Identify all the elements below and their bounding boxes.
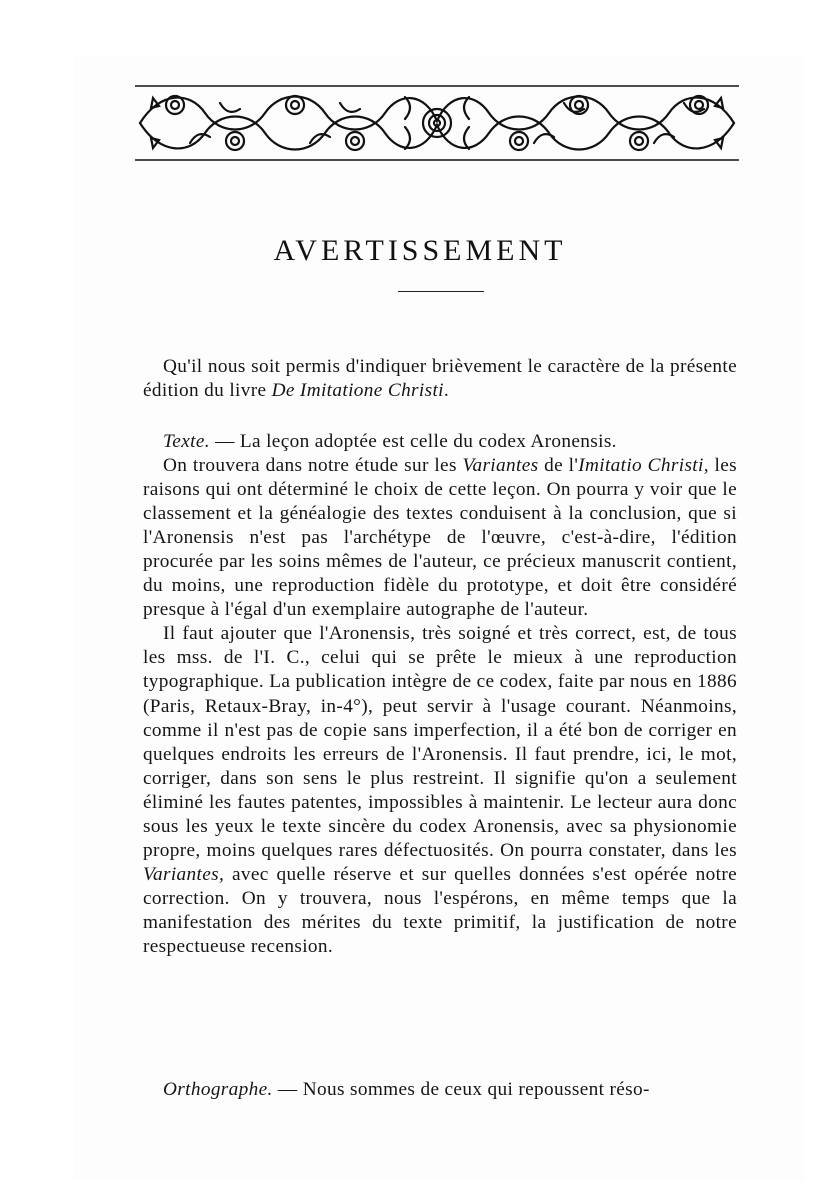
texte-lead-paragraph	[143, 430, 737, 454]
orthographe-heading: Orthographe.	[163, 1079, 273, 1100]
imitatio-title: Imitatio Christi,	[578, 455, 709, 477]
page-title: AVERTISSEMENT	[273, 234, 567, 267]
texte-section	[143, 430, 737, 959]
orthographe-dash: —	[272, 1079, 303, 1100]
texte-s1-c: les raisons qui ont déterminé le choix de cette leçon. On pourra y voir que le classement et la généalogie des textes conduisent à la conclusion, que si l'Aronensis n'est pas l'archétype de l'œuvre, c'est-à-dire, l'édition procurée par les soins mêmes de l'auteur, ce précieux manuscrit contient, du moins, une reproduction fidèle du prototype, et doit être considéré presque à l'égal d'un exemplaire autographe de l'auteur.	[143, 455, 737, 621]
texte-s1-a: On trouvera dans notre étude sur les	[163, 455, 463, 477]
intro-end: .	[443, 380, 450, 402]
orthographe-section	[143, 1078, 737, 1102]
texte-paragraph-2	[143, 622, 737, 959]
texte-dash: —	[209, 431, 240, 452]
texte-s1-b: de l'	[538, 455, 579, 477]
texte-s2-b: avec quelle réserve et sur quelles données s'est opérée notre correction. On y trouvera, nous l'espérons, en même temps que la manifestation des mérites du texte primitif, la justification de notre respectueuse recension.	[143, 863, 737, 957]
variantes-title-2: Variantes,	[143, 863, 225, 885]
texte-heading: Texte.	[163, 431, 210, 452]
texte-s2-a: Il faut ajouter que l'Aronensis, très soigné et très correct, est, de tous les mss. de l'I. C., celui qui se prête le mieux à une reproduction typographique. La publication intègre de ce codex, faite par nous en 1886 (Paris, Retaux-Bray, in-4°), peut servir à l'usage courant. Néanmoins, comme il n'est pas de copie sans imperfection, il a été bon de corriger en quelques endroits les erreurs de l'Aronensis. Il faut prendre, ici, le mot, corriger, dans son sens le plus restreint. Il signifie qu'on a seulement éliminé les fautes patentes, impossibles à maintenir. Le lecteur aura donc sous les yeux le texte sincère du codex Aronensis, avec sa physionomie propre, moins quelques rares défectuosités. On pourra constater, dans les	[143, 623, 737, 861]
floral-scroll-headpiece-icon	[135, 83, 739, 163]
work-title: De Imitatione Christi	[271, 380, 444, 402]
variantes-title: Variantes	[462, 455, 539, 477]
intro-paragraph	[143, 355, 737, 403]
orthographe-text: Nous sommes de ceux qui repoussent réso-	[302, 1079, 650, 1100]
title-rule	[398, 291, 484, 292]
intro-text: Qu'il nous soit permis d'indiquer brièvement le caractère de la présente édition du livre	[143, 356, 737, 402]
texte-paragraph-1	[143, 454, 737, 622]
texte-lead: La leçon adoptée est celle du codex Aronensis.	[239, 431, 617, 452]
